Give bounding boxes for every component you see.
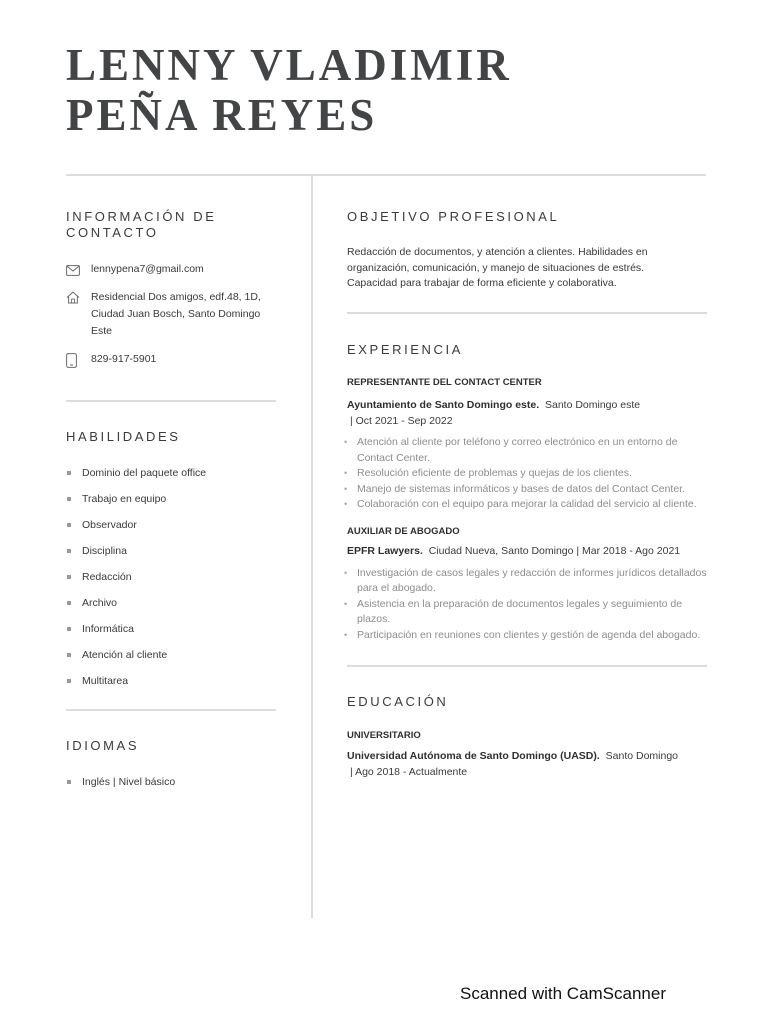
job-bullet: • Asistencia en la preparación de documentos legales y seguimiento de plazos. [347, 597, 707, 628]
address-line-1: Residencial Dos amigos, edf.48, 1D, [91, 291, 261, 303]
job-entry [347, 377, 707, 513]
job-bullet: • Investigación de casos legales y redacción de informes jurídicos detallados para el abogado. [347, 566, 707, 597]
education-location: Santo Domingo [605, 750, 679, 762]
job-dates: | Oct 2021 - Sep 2022 [350, 414, 453, 427]
candidate-name [66, 40, 706, 140]
address-text [91, 289, 261, 340]
skill-item: Redacción [66, 570, 278, 596]
skill-item: Multitarea [66, 674, 278, 700]
email-text: lennypena7@gmail.com [91, 263, 204, 275]
job-bullets [347, 566, 707, 644]
job-company: Ayuntamiento de Santo Domingo este. [347, 399, 540, 411]
education-entry [347, 730, 707, 780]
education-school: Universidad Autónoma de Santo Domingo (UASD). [347, 750, 600, 762]
job-location: Santo Domingo este [544, 399, 641, 411]
skills-list [66, 466, 278, 700]
job-entry [347, 526, 707, 643]
contact-email [66, 261, 278, 281]
job-bullet: • Atención al cliente por teléfono y correo electrónico en un entorno de Contact Center. [347, 435, 707, 466]
skills-divider [66, 709, 276, 711]
contact-phone [66, 351, 278, 373]
scanner-watermark: Scanned with CamScanner [460, 984, 667, 1003]
objective-line-1: Redacción de documentos, y atención a clientes. Habilidades en [347, 246, 648, 258]
contact-address [66, 289, 278, 340]
job-company-line [347, 398, 707, 414]
job-bullets [347, 435, 707, 513]
education-section-title: EDUCACIÓN [347, 694, 449, 709]
objective-divider [347, 312, 707, 314]
name-line-2: PEÑA REYES [66, 90, 378, 140]
contact-section-title: INFORMACIÓN DE CONTACTO [66, 209, 217, 240]
job-location: Ciudad Nueva, Santo Domingo [428, 545, 574, 557]
objective-section-title: OBJETIVO PROFESIONAL [347, 209, 560, 224]
header-divider [66, 174, 706, 176]
job-role: REPRESENTANTE DEL CONTACT CENTER [347, 377, 542, 388]
contact-divider [66, 400, 276, 402]
job-bullet: • Participación en reuniones con clientes y gestión de agenda del abogado. [347, 628, 707, 644]
objective-line-3: Capacidad para trabajar de forma eficiente y colaborativa. [347, 277, 617, 289]
column-divider [311, 176, 313, 918]
skill-item: Observador [66, 518, 278, 544]
languages-list [66, 775, 278, 801]
experience-section-title: EXPERIENCIA [347, 342, 464, 357]
job-dates: | Mar 2018 - Ago 2021 [576, 545, 681, 557]
home-icon [66, 291, 82, 340]
experience-divider [347, 665, 707, 667]
education-school-line [347, 749, 707, 765]
envelope-icon [66, 263, 82, 281]
education-level: UNIVERSITARIO [347, 730, 421, 741]
languages-section-title: IDIOMAS [66, 738, 140, 753]
job-role: AUXILIAR DE ABOGADO [347, 526, 460, 537]
skill-item: Atención al cliente [66, 648, 278, 674]
skill-item: Archivo [66, 596, 278, 622]
skill-item: Informática [66, 622, 278, 648]
job-company-line [347, 544, 707, 560]
skill-item: Trabajo en equipo [66, 492, 278, 518]
education-dates: | Ago 2018 - Actualmente [350, 765, 468, 778]
skill-item: Dominio del paquete office [66, 466, 278, 492]
language-item: Inglés | Nivel básico [66, 775, 278, 801]
skills-section-title: HABILIDADES [66, 429, 181, 444]
phone-text: 829-917-5901 [91, 353, 157, 365]
skill-item: Disciplina [66, 544, 278, 570]
phone-icon [66, 353, 82, 373]
address-line-3: Este [91, 325, 113, 337]
job-bullet: • Manejo de sistemas informáticos y bases de datos del Contact Center. [347, 482, 707, 498]
name-line-1: LENNY VLADIMIR [66, 40, 512, 90]
job-company: EPFR Lawyers. [347, 545, 423, 557]
job-bullet: • Colaboración con el equipo para mejorar la calidad del servicio al cliente. [347, 497, 707, 513]
objective-text [347, 245, 707, 292]
objective-line-2: organización, comunicación, y manejo de situaciones de estrés. [347, 261, 645, 274]
address-line-2: Ciudad Juan Bosch, Santo Domingo [91, 308, 261, 320]
job-bullet: • Resolución eficiente de problemas y quejas de los clientes. [347, 466, 707, 482]
